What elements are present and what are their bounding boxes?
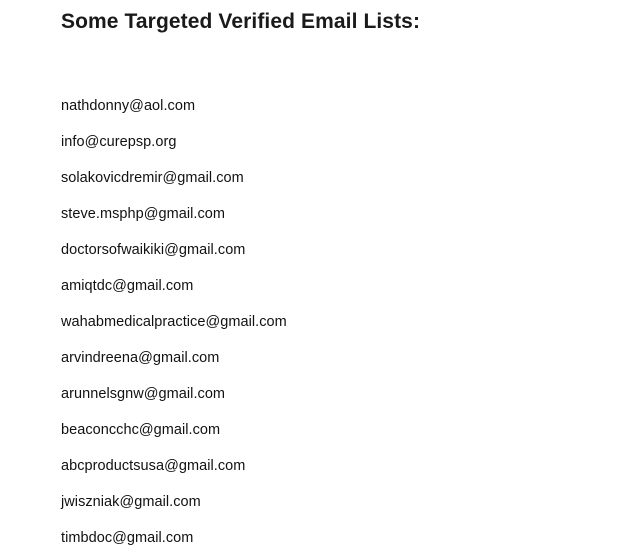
list-item: wahabmedicalpractice@gmail.com	[61, 314, 287, 330]
list-item: beaconcchc@gmail.com	[61, 422, 221, 438]
list-item: doctorsofwaikiki@gmail.com	[61, 242, 246, 258]
list-item: arunnelsgnw@gmail.com	[61, 386, 226, 402]
email-list	[61, 88, 581, 556]
list-item: steve.msphp@gmail.com	[61, 206, 226, 222]
list-item: jwiszniak@gmail.com	[61, 494, 201, 510]
list-item: nathdonny@aol.com	[61, 98, 196, 114]
list-item: info@curepsp.org	[61, 134, 177, 150]
page-title: Some Targeted Verified Email Lists:	[61, 10, 421, 33]
list-item: amiqtdc@gmail.com	[61, 278, 194, 294]
list-item: arvindreena@gmail.com	[61, 350, 220, 366]
list-item: solakovicdremir@gmail.com	[61, 170, 244, 186]
list-item: timbdoc@gmail.com	[61, 530, 194, 546]
list-item: abcproductsusa@gmail.com	[61, 458, 246, 474]
